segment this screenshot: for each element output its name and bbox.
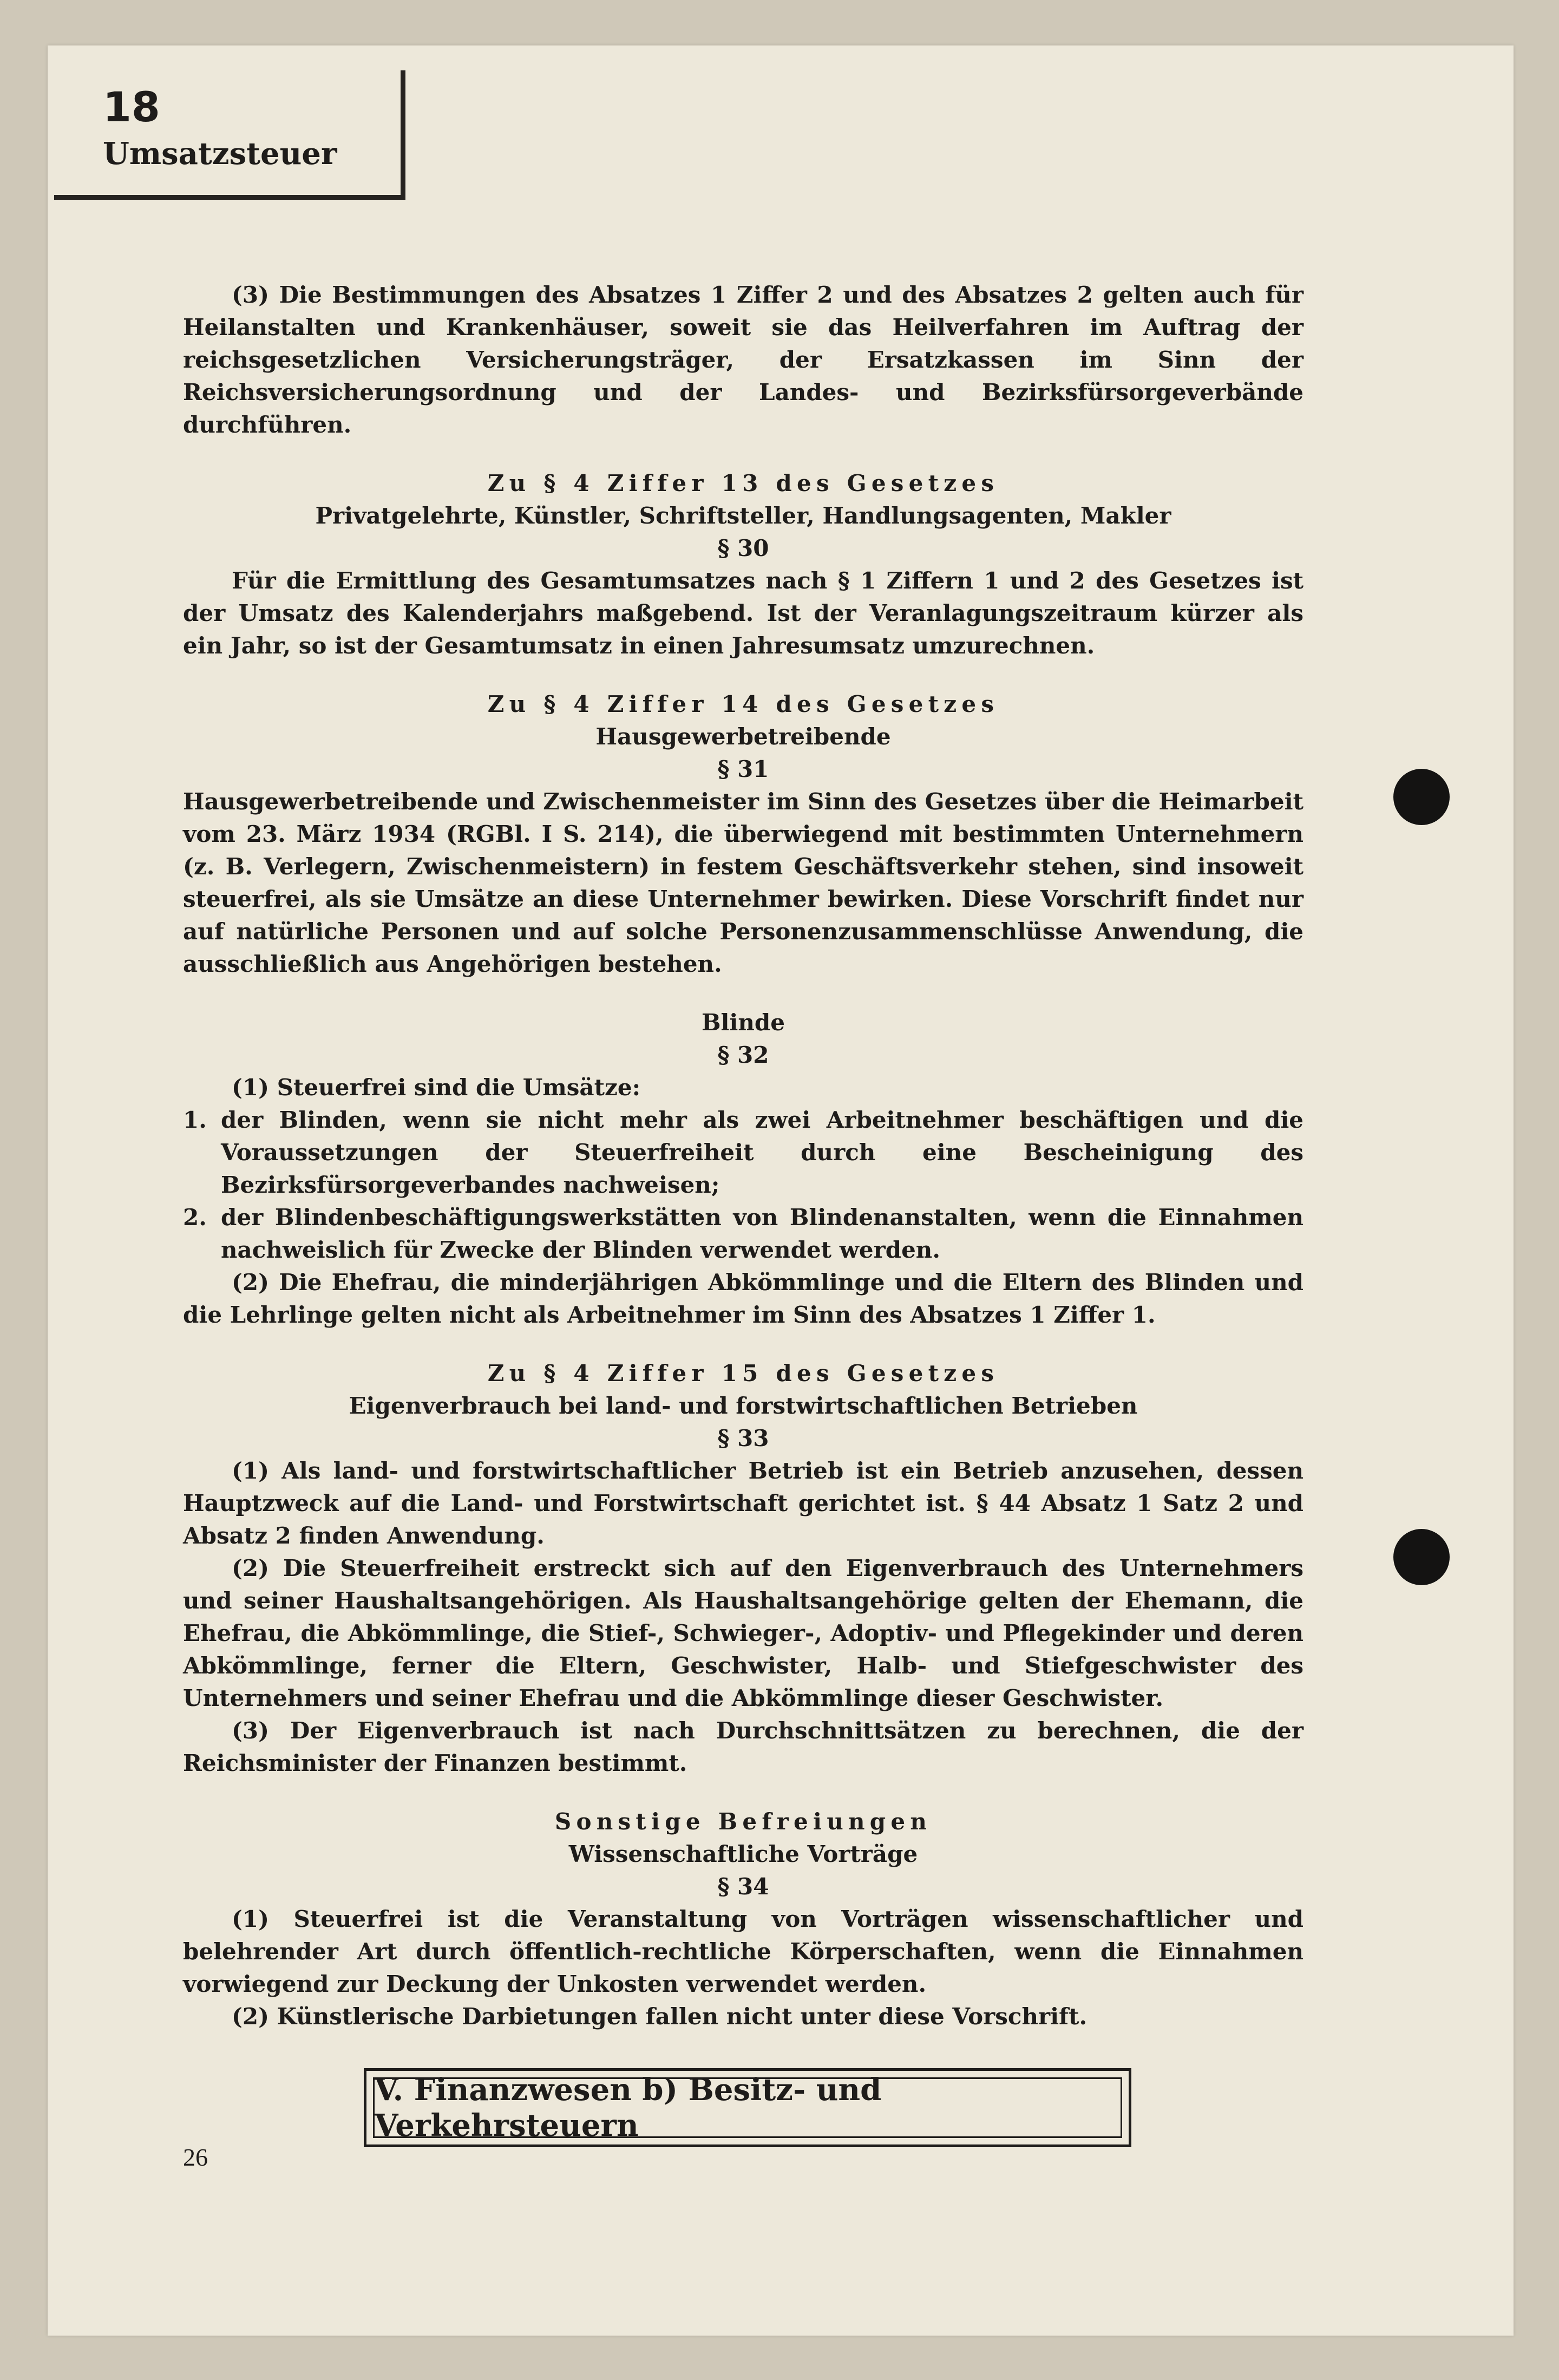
punch-hole	[1393, 769, 1450, 825]
section-subheading: Eigenverbrauch bei land- und forstwirtschaftlichen Betrieben	[349, 1392, 1138, 1419]
footer-category-box	[364, 2068, 1131, 2147]
paragraph-number: § 34	[717, 1873, 769, 1900]
paragraph: (3) Die Bestimmungen des Absatzes 1 Ziffer 2 und des Absatzes 2 gelten auch für Heilanstalten und Krankenhäuser, soweit sie das Heilverfahren im Auftrag der reichsgesetzlichen Versicherungsträger, der Ersatzkassen im Sinn der Reichsversicherungsordnung und der Landes- und Bezirksfürsorgeverbände durchführen.	[183, 282, 1303, 438]
paragraph: (1) Als land- und forstwirtschaftlicher Betrieb ist ein Betrieb anzusehen, dessen Hauptzweck auf die Land- und Forstwirtschaft gerichtet ist. § 44 Absatz 1 Satz 2 und Absatz 2 finden Anwendung.	[183, 1457, 1303, 1549]
section-subheading: Blinde	[701, 1009, 785, 1036]
section-heading: Sonstige Befreiungen	[554, 1808, 932, 1835]
paragraph: (1) Steuerfrei sind die Umsätze:	[232, 1074, 641, 1101]
paragraph: Für die Ermittlung des Gesamtumsatzes nach § 1 Ziffern 1 und 2 des Gesetzes ist der Umsatz des Kalenderjahrs maßgebend. Ist der Veranlagungszeitraum kürzer als ein Jahr, so ist der Gesamtumsatz in einen Jahresumsatz umzurechnen.	[183, 567, 1303, 659]
section-subheading: Privatgelehrte, Künstler, Schriftsteller, Handlungsagenten, Makler	[315, 502, 1171, 529]
paragraph-number: § 30	[717, 535, 769, 561]
paragraph-number: § 33	[717, 1425, 769, 1451]
section-heading: Zu § 4 Ziffer 14 des Gesetzes	[487, 691, 999, 717]
tab-title: Umsatzsteuer	[103, 136, 337, 172]
paragraph: (3) Der Eigenverbrauch ist nach Durchschnittsätzen zu berechnen, die der Reichsminister der Finanzen bestimmt.	[183, 1717, 1303, 1776]
punch-hole	[1393, 1529, 1450, 1585]
page-number: 26	[183, 2143, 208, 2171]
footer-category-label: V. Finanzwesen b) Besitz- und Verkehrsteuern	[373, 2077, 1122, 2138]
paragraph-number: § 31	[717, 756, 769, 782]
main-text	[183, 279, 1303, 2033]
list-text: der Blinden, wenn sie nicht mehr als zwei Arbeitnehmer beschäftigen und die Voraussetzungen der Steuerfreiheit durch eine Bescheinigung des Bezirksfürsorgeverbandes nachweisen;	[221, 1107, 1303, 1198]
paragraph-number: § 32	[717, 1042, 769, 1068]
list-number: 1.	[183, 1107, 207, 1133]
paragraph: (2) Künstlerische Darbietungen fallen nicht unter diese Vorschrift.	[232, 2003, 1088, 2030]
tab-number: 18	[103, 83, 160, 131]
paragraph: (1) Steuerfrei ist die Veranstaltung von Vorträgen wissenschaftlicher und belehrender Art durch öffentlich-rechtliche Körperschaften, wenn die Einnahmen vorwiegend zur Deckung der Unkosten verwendet werden.	[183, 1906, 1303, 1997]
section-heading: Zu § 4 Ziffer 13 des Gesetzes	[487, 470, 999, 496]
paragraph: (2) Die Ehefrau, die minderjährigen Abkömmlinge und die Eltern des Blinden und die Lehrlinge gelten nicht als Arbeitnehmer im Sinn des Absatzes 1 Ziffer 1.	[183, 1269, 1303, 1328]
section-subheading: Hausgewerbetreibende	[595, 723, 891, 750]
section-subheading: Wissenschaftliche Vorträge	[568, 1841, 918, 1867]
paragraph: Hausgewerbetreibende und Zwischenmeister im Sinn des Gesetzes über die Heimarbeit vom 23. März 1934 (RGBl. I S. 214), die überwiegend mit bestimmten Unternehmern (z. B. Verlegern, Zwischenmeistern) in festem Geschäftsverkehr stehen, sind insoweit steuerfrei, als sie Umsätze an diese Unternehmer bewirken. Diese Vorschrift findet nur auf natürliche Personen und auf solche Personenzusammenschlüsse Anwendung, die ausschließlich aus Angehörigen bestehen.	[183, 788, 1303, 977]
list-text: der Blindenbeschäftigungswerkstätten von Blindenanstalten, wenn die Einnahmen nachweislich für Zwecke der Blinden verwendet werden.	[221, 1204, 1303, 1263]
section-heading: Zu § 4 Ziffer 15 des Gesetzes	[487, 1360, 999, 1387]
list-number: 2.	[183, 1204, 207, 1231]
list-item	[183, 1104, 1303, 1201]
paragraph: (2) Die Steuerfreiheit erstreckt sich auf den Eigenverbrauch des Unternehmers und seiner Haushaltsangehörigen. Als Haushaltsangehörige gelten der Ehemann, die Ehefrau, die Abkömmlinge, die Stief-, Schwieger-, Adoptiv- und Pflegekinder und deren Abkömmlinge, ferner die Eltern, Geschwister, Halb- und Stiefgeschwister des Unternehmers und seiner Ehefrau und die Abkömmlinge dieser Geschwister.	[183, 1555, 1303, 1711]
list-item	[183, 1201, 1303, 1266]
